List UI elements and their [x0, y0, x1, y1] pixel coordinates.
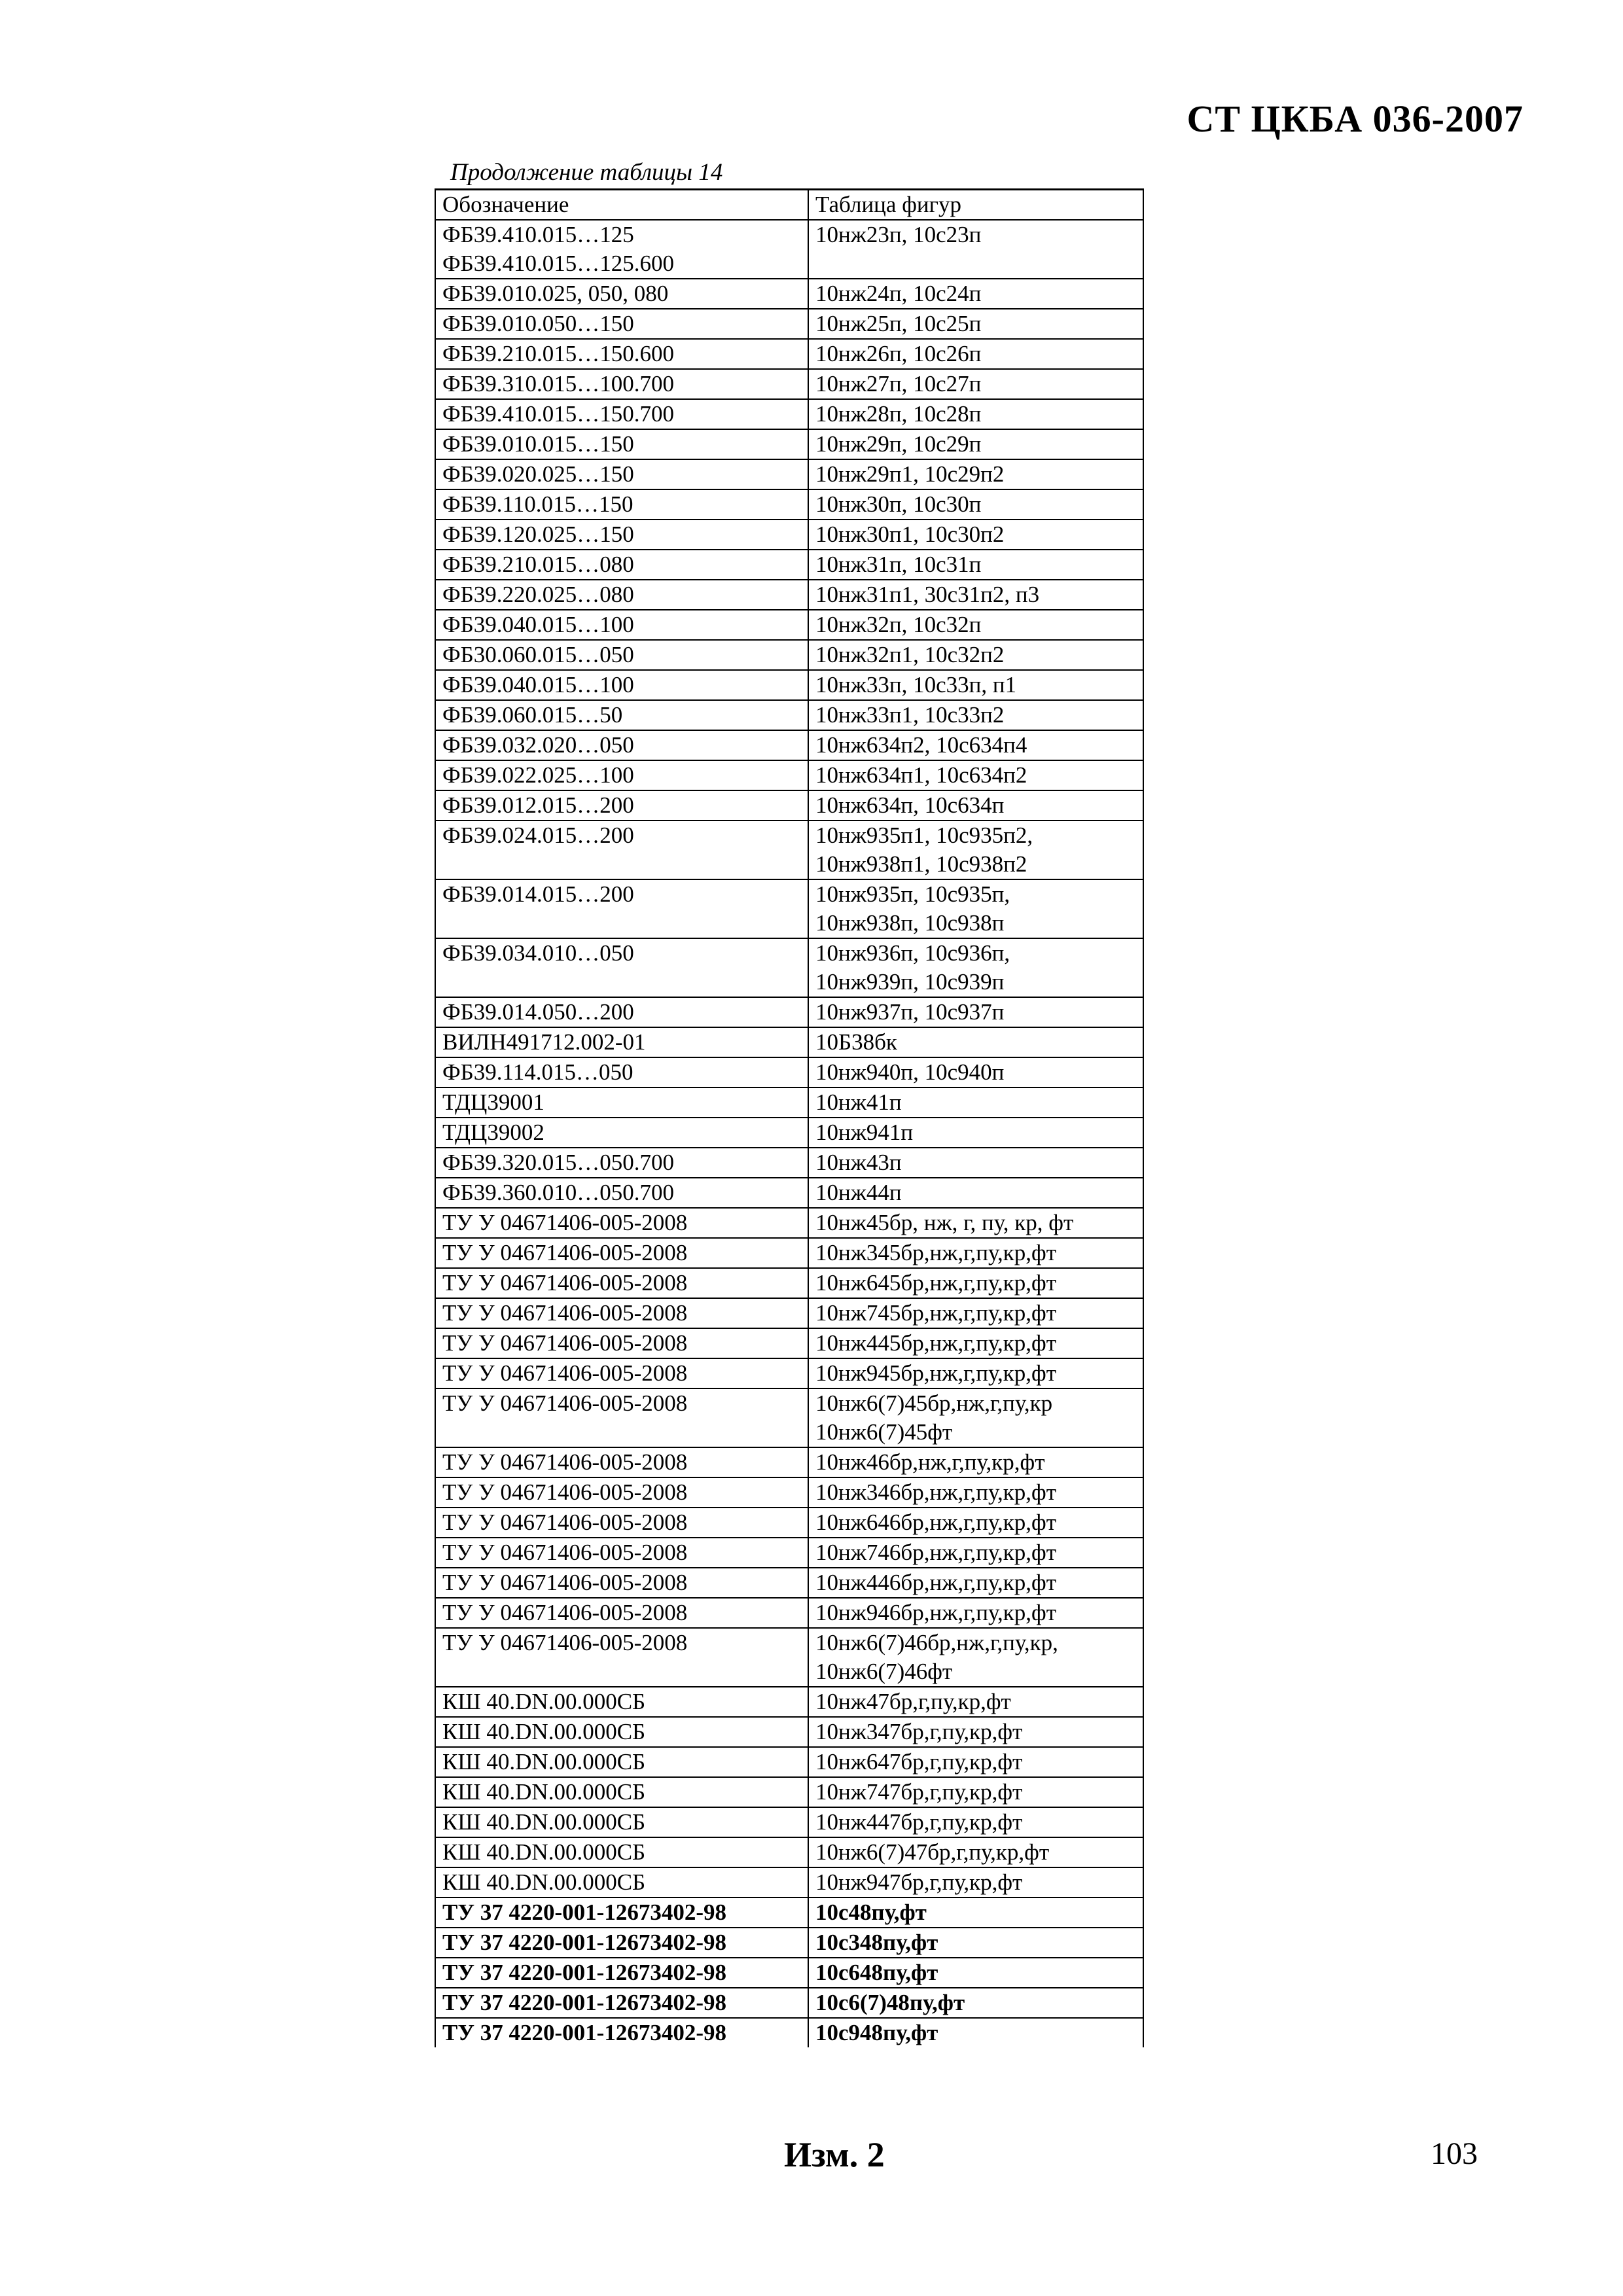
- designation-cell: [435, 1687, 808, 1717]
- designation-cell: [435, 821, 808, 879]
- designation-cell: [435, 1208, 808, 1238]
- designation-cell: [435, 1928, 808, 1958]
- cell-line: ТУ 37 4220-001-12673402-98: [442, 1930, 726, 1955]
- cell-line: 10нж446бр,нж,г,пу,кр,фт: [815, 1570, 1056, 1595]
- cell-line: ФБ39.032.020…050: [442, 732, 634, 758]
- designation-cell: [435, 1388, 808, 1447]
- table-row: [435, 1477, 1143, 1508]
- cell-line: 10нж6(7)45бр,нж,г,пу,кр: [815, 1390, 1053, 1416]
- figures-cell: [808, 459, 1143, 489]
- table-row: [435, 1388, 1143, 1447]
- cell-line: ФБ39.110.015…150: [442, 491, 633, 517]
- table-row: [435, 1208, 1143, 1238]
- cell-line: 10нж32п, 10с32п: [815, 612, 982, 637]
- cell-line: 10нж634п, 10с634п: [815, 792, 1005, 818]
- designation-cell: [435, 938, 808, 997]
- designation-cell: [435, 640, 808, 670]
- cell-line: ФБ39.360.010…050.700: [442, 1180, 674, 1205]
- cell-line: КШ 40.DN.00.000СБ: [442, 1839, 646, 1865]
- designation-cell: [435, 279, 808, 309]
- table-row: [435, 1568, 1143, 1598]
- cell-line: ФБ39.010.015…150: [442, 431, 634, 457]
- figures-cell: [808, 1208, 1143, 1238]
- cell-line: 10нж634п2, 10с634п4: [815, 732, 1027, 758]
- figures-cell: [808, 1568, 1143, 1598]
- table-row: [435, 1598, 1143, 1628]
- figures-cell: [808, 489, 1143, 520]
- cell-line: 10нж27п, 10с27п: [815, 371, 982, 397]
- table-row: [435, 369, 1143, 399]
- table-row: [435, 1747, 1143, 1777]
- figures-cell: [808, 309, 1143, 339]
- figures-cell: [808, 1867, 1143, 1898]
- cell-line: 10нж937п, 10с937п: [815, 999, 1005, 1025]
- table-row: [435, 1837, 1143, 1867]
- cell-line: ТУ У 04671406-005-2008: [442, 1540, 688, 1565]
- cell-line: ФБ30.060.015…050: [442, 642, 634, 667]
- cell-line: 10нж45бр, нж, г, пу, кр, фт: [815, 1210, 1074, 1235]
- designation-cell: [435, 790, 808, 821]
- cell-line: ТУ У 04671406-005-2008: [442, 1630, 688, 1655]
- designation-cell: [435, 1628, 808, 1687]
- figures-cell: [808, 279, 1143, 309]
- cell-line: 10нж32п1, 10с32п2: [815, 642, 1005, 667]
- cell-line: 10нж6(7)45фт: [815, 1419, 953, 1445]
- designation-cell: [435, 1867, 808, 1898]
- table-row: [435, 429, 1143, 459]
- cell-line: КШ 40.DN.00.000СБ: [442, 1719, 646, 1744]
- figures-cell: [808, 1087, 1143, 1118]
- cell-line: ФБ39.014.050…200: [442, 999, 634, 1025]
- figures-cell: [808, 670, 1143, 700]
- document-code: СТ ЦКБА 036-2007: [1186, 97, 1524, 140]
- figures-cell: [808, 640, 1143, 670]
- figures-cell: [808, 938, 1143, 997]
- designation-cell: [435, 1118, 808, 1148]
- designation-cell: [435, 1027, 808, 1057]
- table-row: [435, 730, 1143, 760]
- cell-line: ФБ39.034.010…050: [442, 940, 634, 966]
- designation-cell: [435, 1508, 808, 1538]
- table-row: [435, 1958, 1143, 1988]
- table-header-row: [435, 190, 1143, 221]
- table-row: [435, 1238, 1143, 1268]
- designation-cell: [435, 997, 808, 1027]
- cell-line: ТУ У 04671406-005-2008: [442, 1240, 688, 1265]
- cell-line: ТУ У 04671406-005-2008: [442, 1210, 688, 1235]
- table-row: [435, 580, 1143, 610]
- table-row: [435, 610, 1143, 640]
- table-row: [435, 550, 1143, 580]
- figures-cell: [808, 1837, 1143, 1867]
- figures-cell: [808, 399, 1143, 429]
- cell-line: 10с6(7)48пу,фт: [815, 1990, 965, 2015]
- cell-line: ФБ39.040.015…100: [442, 612, 634, 637]
- figures-cell: [808, 1898, 1143, 1928]
- figures-cell: [808, 1057, 1143, 1087]
- cell-line: КШ 40.DN.00.000СБ: [442, 1689, 646, 1714]
- table-row: [435, 489, 1143, 520]
- cell-line: КШ 40.DN.00.000СБ: [442, 1749, 646, 1775]
- figures-cell: [808, 879, 1143, 938]
- designation-cell: [435, 459, 808, 489]
- table-row: [435, 640, 1143, 670]
- figures-cell: [808, 580, 1143, 610]
- cell-line: ФБ39.024.015…200: [442, 822, 634, 848]
- figures-cell: [808, 1477, 1143, 1508]
- cell-line: 10нж945бр,нж,г,пу,кр,фт: [815, 1360, 1056, 1386]
- cell-line: ТУ 37 4220-001-12673402-98: [442, 1960, 726, 1985]
- table-row: [435, 1898, 1143, 1928]
- designation-cell: [435, 670, 808, 700]
- cell-line: 10нж23п, 10с23п: [815, 222, 982, 247]
- designation-cell: [435, 1807, 808, 1837]
- cell-line: ТУ У 04671406-005-2008: [442, 1449, 688, 1475]
- cell-line: 10нж33п, 10с33п, п1: [815, 672, 1017, 698]
- designation-cell: [435, 1358, 808, 1388]
- figures-cell: [808, 1148, 1143, 1178]
- cell-line: 10нж646бр,нж,г,пу,кр,фт: [815, 1510, 1056, 1535]
- figures-cell: [808, 220, 1143, 279]
- designation-cell: [435, 1477, 808, 1508]
- figures-cell: [808, 821, 1143, 879]
- figures-cell: [808, 730, 1143, 760]
- table-row: [435, 1358, 1143, 1388]
- figures-cell: [808, 1118, 1143, 1148]
- table-row: [435, 1928, 1143, 1958]
- designation-cell: [435, 1777, 808, 1807]
- cell-line: ТУ 37 4220-001-12673402-98: [442, 1899, 726, 1925]
- designation-cell: [435, 1268, 808, 1298]
- designation-cell: [435, 489, 808, 520]
- cell-line: ФБ39.020.025…150: [442, 461, 634, 487]
- cell-line: 10с948пу,фт: [815, 2020, 938, 2045]
- figures-cell: [808, 1178, 1143, 1208]
- table-body: [435, 220, 1143, 2047]
- table-row: [435, 1148, 1143, 1178]
- cell-line: КШ 40.DN.00.000СБ: [442, 1779, 646, 1805]
- designation-cell: [435, 309, 808, 339]
- cell-line: 10нж25п, 10с25п: [815, 311, 982, 336]
- cell-line: ФБ39.014.015…200: [442, 881, 634, 907]
- cell-line: 10нж946бр,нж,г,пу,кр,фт: [815, 1600, 1056, 1625]
- cell-line: 10нж29п, 10с29п: [815, 431, 982, 457]
- table-row: [435, 670, 1143, 700]
- cell-line: 10нж24п, 10с24п: [815, 281, 982, 306]
- cell-line: 10нж345бр,нж,г,пу,кр,фт: [815, 1240, 1056, 1265]
- table-row: [435, 1298, 1143, 1328]
- designation-cell: [435, 1238, 808, 1268]
- cell-line: 10нж6(7)47бр,г,пу,кр,фт: [815, 1839, 1050, 1865]
- table-row: [435, 1717, 1143, 1747]
- cell-line: ТУ 37 4220-001-12673402-98: [442, 2020, 726, 2045]
- cell-line: 10нж30п, 10с30п: [815, 491, 982, 517]
- figures-cell: [808, 520, 1143, 550]
- cell-line: 10нж746бр,нж,г,пу,кр,фт: [815, 1540, 1056, 1565]
- cell-line: ВИЛН491712.002-01: [442, 1029, 646, 1055]
- table-row: [435, 1447, 1143, 1477]
- figures-cell: [808, 1238, 1143, 1268]
- cell-line: ТДЦ39001: [442, 1089, 544, 1115]
- cell-line: 10нж935п1, 10с935п2,: [815, 822, 1033, 848]
- designation-cell: [435, 1598, 808, 1628]
- cell-line: 10нж745бр,нж,г,пу,кр,фт: [815, 1300, 1056, 1326]
- cell-line: 10с348пу,фт: [815, 1930, 938, 1955]
- table-row: [435, 459, 1143, 489]
- designation-cell: [435, 730, 808, 760]
- table-row: [435, 1687, 1143, 1717]
- cell-line: 10нж31п1, 30с31п2, п3: [815, 582, 1040, 607]
- figures-cell: [808, 1598, 1143, 1628]
- table-row: [435, 1178, 1143, 1208]
- figures-cell: [808, 700, 1143, 730]
- cell-line: ФБ39.410.015…125.600: [442, 251, 674, 276]
- table-row: [435, 879, 1143, 938]
- cell-line: 10нж647бр,г,пу,кр,фт: [815, 1749, 1023, 1775]
- figures-cell: [808, 1328, 1143, 1358]
- figures-cell: [808, 610, 1143, 640]
- cell-line: 10нж938п1, 10с938п2: [815, 851, 1027, 877]
- cell-line: ФБ39.120.025…150: [442, 521, 634, 547]
- designation-cell: [435, 429, 808, 459]
- cell-line: 10с648пу,фт: [815, 1960, 938, 1985]
- designation-cell: [435, 550, 808, 580]
- figures-cell: [808, 339, 1143, 369]
- designation-cell: [435, 1148, 808, 1178]
- table-row: [435, 938, 1143, 997]
- cell-line: 10нж30п1, 10с30п2: [815, 521, 1005, 547]
- cell-line: ФБ39.410.015…150.700: [442, 401, 674, 427]
- figures-cell: [808, 760, 1143, 790]
- figures-cell: [808, 1807, 1143, 1837]
- table-row: [435, 700, 1143, 730]
- cell-line: 10нж46бр,нж,г,пу,кр,фт: [815, 1449, 1045, 1475]
- cell-line: 10нж6(7)46бр,нж,г,пу,кр,: [815, 1630, 1058, 1655]
- cell-line: ТУ У 04671406-005-2008: [442, 1300, 688, 1326]
- figures-cell: [808, 1628, 1143, 1687]
- table-row: [435, 760, 1143, 790]
- table-row: [435, 997, 1143, 1027]
- figures-cell: [808, 1508, 1143, 1538]
- figures-cell: [808, 1268, 1143, 1298]
- cell-line: ТУ У 04671406-005-2008: [442, 1330, 688, 1356]
- cell-line: ФБ39.010.050…150: [442, 311, 634, 336]
- designation-cell: [435, 520, 808, 550]
- figures-cell: [808, 790, 1143, 821]
- cell-line: ТУ У 04671406-005-2008: [442, 1570, 688, 1595]
- cell-line: 10Б38бк: [815, 1029, 897, 1055]
- figures-cell: [808, 429, 1143, 459]
- cell-line: 10нж940п, 10с940п: [815, 1059, 1005, 1085]
- table-row: [435, 1118, 1143, 1148]
- cell-line: ФБ39.060.015…50: [442, 702, 623, 728]
- cell-line: ФБ39.320.015…050.700: [442, 1150, 674, 1175]
- figures-cell: [808, 1687, 1143, 1717]
- figures-cell: [808, 1777, 1143, 1807]
- cell-line: 10нж43п: [815, 1150, 902, 1175]
- table-row: [435, 1057, 1143, 1087]
- cell-line: ТУ У 04671406-005-2008: [442, 1510, 688, 1535]
- designation-cell: [435, 1087, 808, 1118]
- designation-cell: [435, 1298, 808, 1328]
- figures-cell: [808, 1928, 1143, 1958]
- designation-cell: [435, 339, 808, 369]
- table-row: [435, 309, 1143, 339]
- designation-cell: [435, 879, 808, 938]
- cell-line: КШ 40.DN.00.000СБ: [442, 1869, 646, 1895]
- table-row: [435, 790, 1143, 821]
- figures-cell: [808, 369, 1143, 399]
- figures-cell: [808, 1358, 1143, 1388]
- cell-line: ФБ39.310.015…100.700: [442, 371, 674, 397]
- table-row: [435, 220, 1143, 279]
- designation-cell: [435, 1447, 808, 1477]
- designation-cell: [435, 1057, 808, 1087]
- cell-line: ТУ У 04671406-005-2008: [442, 1390, 688, 1416]
- column-header-designation: Обозначение: [435, 190, 808, 221]
- table-row: [435, 2018, 1143, 2047]
- table-row: [435, 1867, 1143, 1898]
- designation-cell: [435, 369, 808, 399]
- figures-cell: [808, 1447, 1143, 1477]
- table-row: [435, 1988, 1143, 2018]
- table-row: [435, 1807, 1143, 1837]
- cell-line: 10нж31п, 10с31п: [815, 552, 982, 577]
- table-row: [435, 821, 1143, 879]
- figures-cell: [808, 2018, 1143, 2047]
- cell-line: 10нж347бр,г,пу,кр,фт: [815, 1719, 1023, 1744]
- cell-line: 10нж941п: [815, 1120, 914, 1145]
- cell-line: ФБ39.210.015…080: [442, 552, 634, 577]
- figures-cell: [808, 1988, 1143, 2018]
- designation-cell: [435, 1178, 808, 1208]
- table-row: [435, 1268, 1143, 1298]
- table-row: [435, 279, 1143, 309]
- cell-line: 10нж935п, 10с935п,: [815, 881, 1010, 907]
- cell-line: 10нж44п: [815, 1180, 902, 1205]
- cell-line: ФБ39.010.025, 050, 080: [442, 281, 669, 306]
- designation-cell: [435, 610, 808, 640]
- cell-line: 10нж28п, 10с28п: [815, 401, 982, 427]
- cell-line: 10с48пу,фт: [815, 1899, 927, 1925]
- designation-cell: [435, 1717, 808, 1747]
- table-row: [435, 520, 1143, 550]
- cell-line: КШ 40.DN.00.000СБ: [442, 1809, 646, 1835]
- cell-line: 10нж47бр,г,пу,кр,фт: [815, 1689, 1011, 1714]
- figures-cell: [808, 1717, 1143, 1747]
- cell-line: 10нж939п, 10с939п: [815, 969, 1005, 995]
- cell-line: ТУ У 04671406-005-2008: [442, 1479, 688, 1505]
- table-row: [435, 1508, 1143, 1538]
- designation-cell: [435, 760, 808, 790]
- cell-line: 10нж26п, 10с26п: [815, 341, 982, 366]
- designation-cell: [435, 1747, 808, 1777]
- cell-line: ТУ У 04671406-005-2008: [442, 1360, 688, 1386]
- cell-line: ФБ39.410.015…125: [442, 222, 634, 247]
- table-row: [435, 1777, 1143, 1807]
- designation-cell: [435, 1328, 808, 1358]
- figures-cell: [808, 1747, 1143, 1777]
- cell-line: 10нж41п: [815, 1089, 902, 1115]
- table-caption: Продолжение таблицы 14: [450, 159, 723, 186]
- designation-cell: [435, 220, 808, 279]
- table-row: [435, 399, 1143, 429]
- designation-cell: [435, 2018, 808, 2047]
- designation-cell: [435, 580, 808, 610]
- designation-cell: [435, 1958, 808, 1988]
- cell-line: ТУ У 04671406-005-2008: [442, 1270, 688, 1296]
- cell-line: 10нж445бр,нж,г,пу,кр,фт: [815, 1330, 1056, 1356]
- page-number: 103: [1431, 2136, 1478, 2171]
- designation-cell: [435, 399, 808, 429]
- cell-line: ФБ39.022.025…100: [442, 762, 634, 788]
- cell-line: 10нж6(7)46фт: [815, 1659, 953, 1684]
- cell-line: ТУ У 04671406-005-2008: [442, 1600, 688, 1625]
- designation-cell: [435, 1568, 808, 1598]
- table-row: [435, 1328, 1143, 1358]
- cell-line: 10нж634п1, 10с634п2: [815, 762, 1027, 788]
- designation-cell: [435, 1538, 808, 1568]
- cell-line: ФБ39.210.015…150.600: [442, 341, 674, 366]
- cell-line: 10нж29п1, 10с29п2: [815, 461, 1005, 487]
- table-row: [435, 1027, 1143, 1057]
- designation-cell: [435, 1898, 808, 1928]
- figures-cell: [808, 1027, 1143, 1057]
- change-number: Изм. 2: [784, 2135, 885, 2174]
- figures-table: [435, 188, 1144, 2047]
- cell-line: 10нж747бр,г,пу,кр,фт: [815, 1779, 1023, 1805]
- cell-line: 10нж947бр,г,пу,кр,фт: [815, 1869, 1023, 1895]
- cell-line: 10нж936п, 10с936п,: [815, 940, 1010, 966]
- column-header-figures: Таблица фигур: [808, 190, 1143, 221]
- cell-line: 10нж447бр,г,пу,кр,фт: [815, 1809, 1023, 1835]
- cell-line: ТУ 37 4220-001-12673402-98: [442, 1990, 726, 2015]
- cell-line: ФБ39.012.015…200: [442, 792, 634, 818]
- cell-line: 10нж645бр,нж,г,пу,кр,фт: [815, 1270, 1056, 1296]
- cell-line: 10нж346бр,нж,г,пу,кр,фт: [815, 1479, 1056, 1505]
- cell-line: 10нж938п, 10с938п: [815, 910, 1005, 936]
- figures-cell: [808, 1298, 1143, 1328]
- cell-line: ФБ39.040.015…100: [442, 672, 634, 698]
- table-row: [435, 1087, 1143, 1118]
- table-row: [435, 339, 1143, 369]
- figures-cell: [808, 550, 1143, 580]
- cell-line: ТДЦ39002: [442, 1120, 544, 1145]
- figures-cell: [808, 997, 1143, 1027]
- designation-cell: [435, 1837, 808, 1867]
- cell-line: ФБ39.220.025…080: [442, 582, 634, 607]
- cell-line: ФБ39.114.015…050: [442, 1059, 633, 1085]
- figures-cell: [808, 1958, 1143, 1988]
- designation-cell: [435, 1988, 808, 2018]
- figures-cell: [808, 1388, 1143, 1447]
- table-row: [435, 1628, 1143, 1687]
- designation-cell: [435, 700, 808, 730]
- figures-cell: [808, 1538, 1143, 1568]
- cell-line: 10нж33п1, 10с33п2: [815, 702, 1005, 728]
- table-row: [435, 1538, 1143, 1568]
